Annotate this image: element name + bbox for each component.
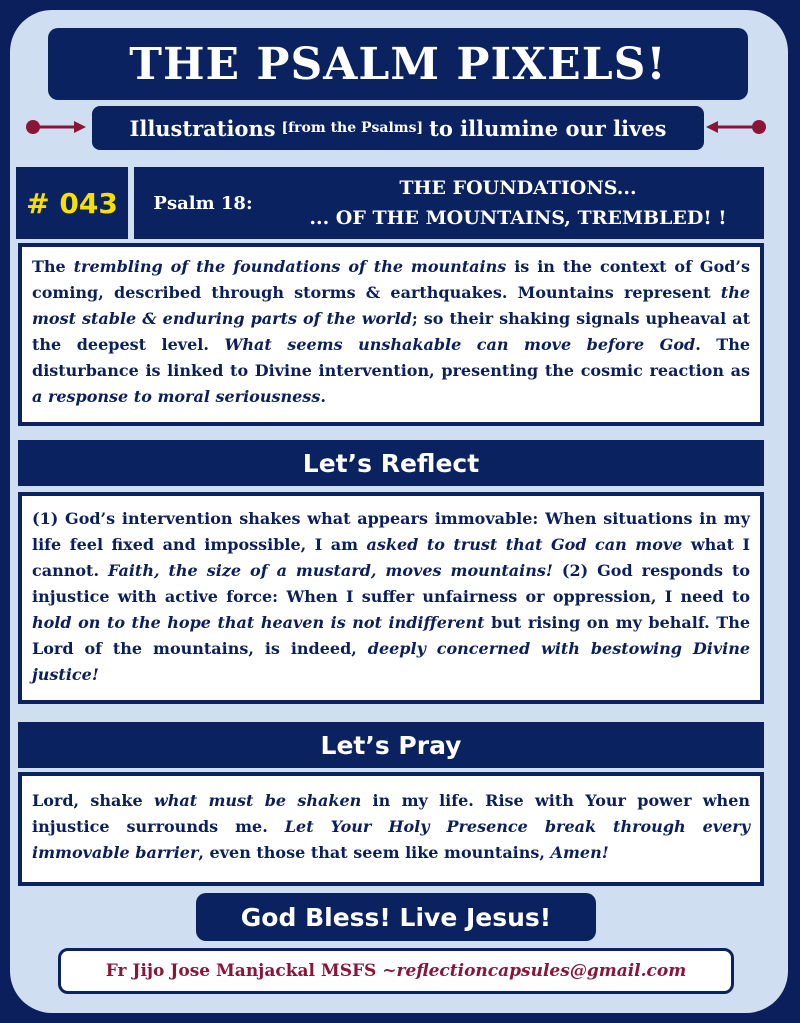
- author-email: reflectioncapsules@gmail.com: [396, 961, 687, 981]
- subtitle-text: Illustrations: [129, 115, 276, 141]
- arrow-right-icon: [24, 118, 86, 136]
- subtitle-small-text: [from the Psalms]: [281, 120, 424, 136]
- author-footer: [58, 948, 734, 994]
- heading-line-1: THE FOUNDATIONS...: [399, 177, 637, 199]
- pray-heading: Let’s Pray: [18, 722, 764, 768]
- arrow-left-icon: [706, 118, 768, 136]
- reflect-heading: Let’s Reflect: [18, 440, 764, 486]
- reflect-paragraph: (1) God’s intervention shakes what appears immovable: When situations in my life feel fixed and impossible, I am asked to trust that God can move what I cannot. Faith, the size of a mustard, moves mountains! (2) God responds to injustice with active force: When I suffer unfairness or oppression, I need to hold on to the hope that heaven is not indifferent but rising on my behalf. The Lord of the mountains, is indeed, deeply concerned with bestowing Divine justice!: [18, 492, 764, 704]
- subtitle-text-end: to illumine our lives: [429, 115, 667, 141]
- heading-line-2: ... OF THE MOUNTAINS, TREMBLED! !: [309, 207, 727, 229]
- entry-heading: [134, 167, 764, 239]
- intro-paragraph: The trembling of the foundations of the mountains is in the context of God’s coming, described through storms & earthquakes. Mountains represent the most stable & enduring parts of the world; so their shaking signals upheaval at the deepest level. What seems unshakable can move before God. The disturbance is linked to Divine intervention, presenting the cosmic reaction as a response to moral seriousness.: [18, 243, 764, 426]
- psalm-reference: Psalm 18:: [153, 192, 253, 214]
- subtitle-banner: [92, 106, 704, 150]
- author-name: Fr Jijo Jose Manjackal MSFS ~: [105, 961, 397, 981]
- blessing-banner: God Bless! Live Jesus!: [196, 893, 596, 941]
- page-title: THE PSALM PIXELS!: [48, 28, 748, 100]
- entry-number: # 043: [16, 167, 128, 239]
- pray-paragraph: Lord, shake what must be shaken in my life. Rise with Your power when injustice surrounds me. Let Your Holy Presence break through every immovable barrier, even those that seem like mountains, Amen!: [18, 772, 764, 886]
